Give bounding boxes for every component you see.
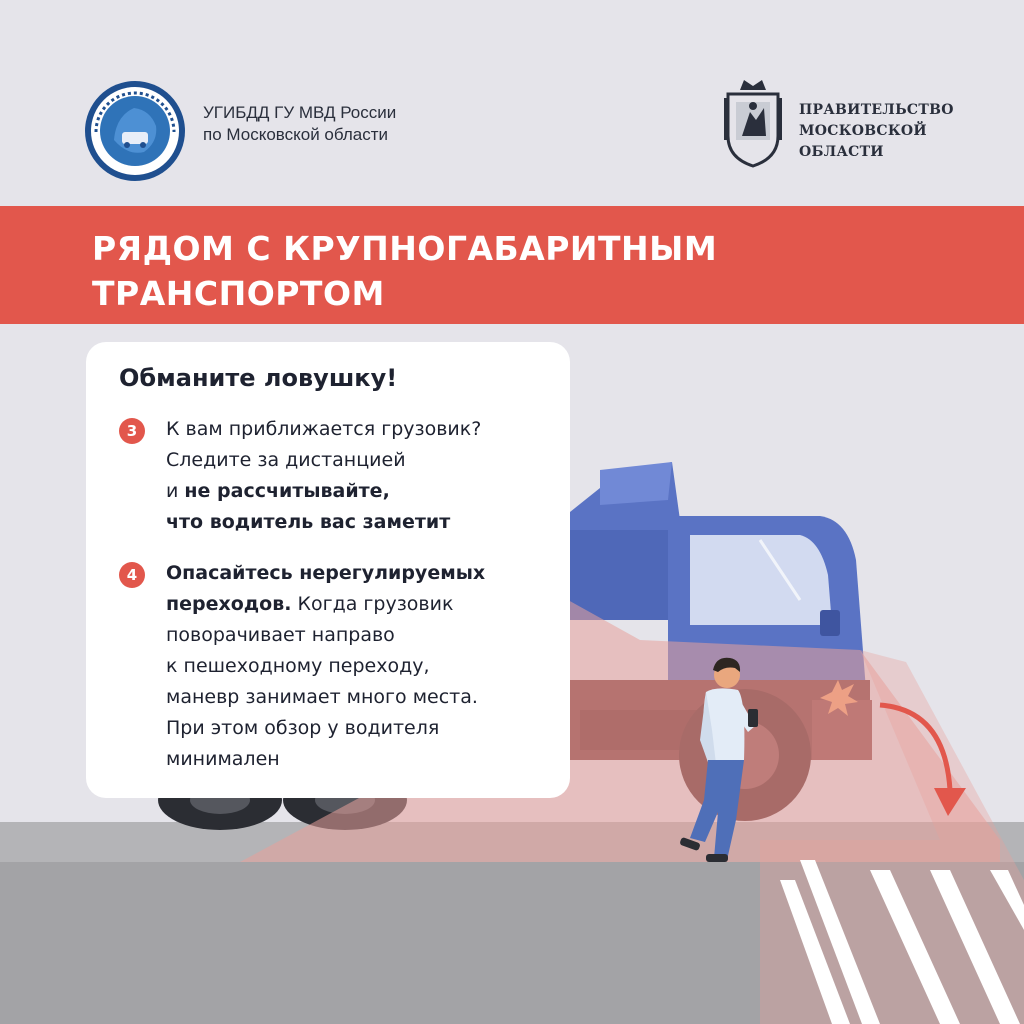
item4-line2-rest: Когда грузовик xyxy=(291,593,454,615)
card-heading: Обманите ловушку! xyxy=(119,364,398,392)
item4-line5: маневр занимает много места. xyxy=(166,686,478,708)
left-org-name xyxy=(203,102,396,146)
right-org-line2: МОСКОВСКОЙ xyxy=(799,123,927,139)
item4-line6: При этом обзор у водителя xyxy=(166,717,440,739)
moscow-region-coat-of-arms-icon xyxy=(720,76,786,168)
item3-line2: Следите за дистанцией xyxy=(166,449,406,471)
item4-line1 xyxy=(166,558,566,589)
right-org-name xyxy=(799,100,954,163)
gibdd-emblem-icon xyxy=(84,80,186,182)
item4-line1-bold: Опасайтесь нерегулируемых xyxy=(166,562,486,584)
list-item xyxy=(166,414,566,538)
page-title xyxy=(92,226,792,316)
item4-line7: минимален xyxy=(166,748,280,770)
item3-line3 xyxy=(166,476,566,507)
item3-line3-prefix: и xyxy=(166,480,185,502)
page-title-line2: ТРАНСПОРТОМ xyxy=(92,274,385,313)
info-card xyxy=(86,342,570,798)
item4-line3: поворачивает направо xyxy=(166,624,395,646)
left-org-line1: УГИБДД ГУ МВД России xyxy=(203,103,397,122)
right-org-line3: ОБЛАСТИ xyxy=(799,144,884,160)
item3-line4 xyxy=(166,507,566,538)
right-org-line1: ПРАВИТЕЛЬСТВО xyxy=(799,102,954,118)
item-number-badge: 4 xyxy=(119,562,145,588)
item4-line4: к пешеходному переходу, xyxy=(166,655,430,677)
item3-line1: К вам приближается грузовик? xyxy=(166,418,482,440)
item3-line4-bold: что водитель вас заметит xyxy=(166,511,451,533)
item-number-badge: 3 xyxy=(119,418,145,444)
item4-line2 xyxy=(166,589,566,620)
list-item xyxy=(166,558,566,775)
item4-line2-bold: переходов. xyxy=(166,593,292,615)
item3-line3-bold: не рассчитывайте, xyxy=(184,480,390,502)
left-org-line2: по Московской области xyxy=(203,125,388,144)
page-title-line1: РЯДОМ С КРУПНОГАБАРИТНЫМ xyxy=(92,229,718,268)
